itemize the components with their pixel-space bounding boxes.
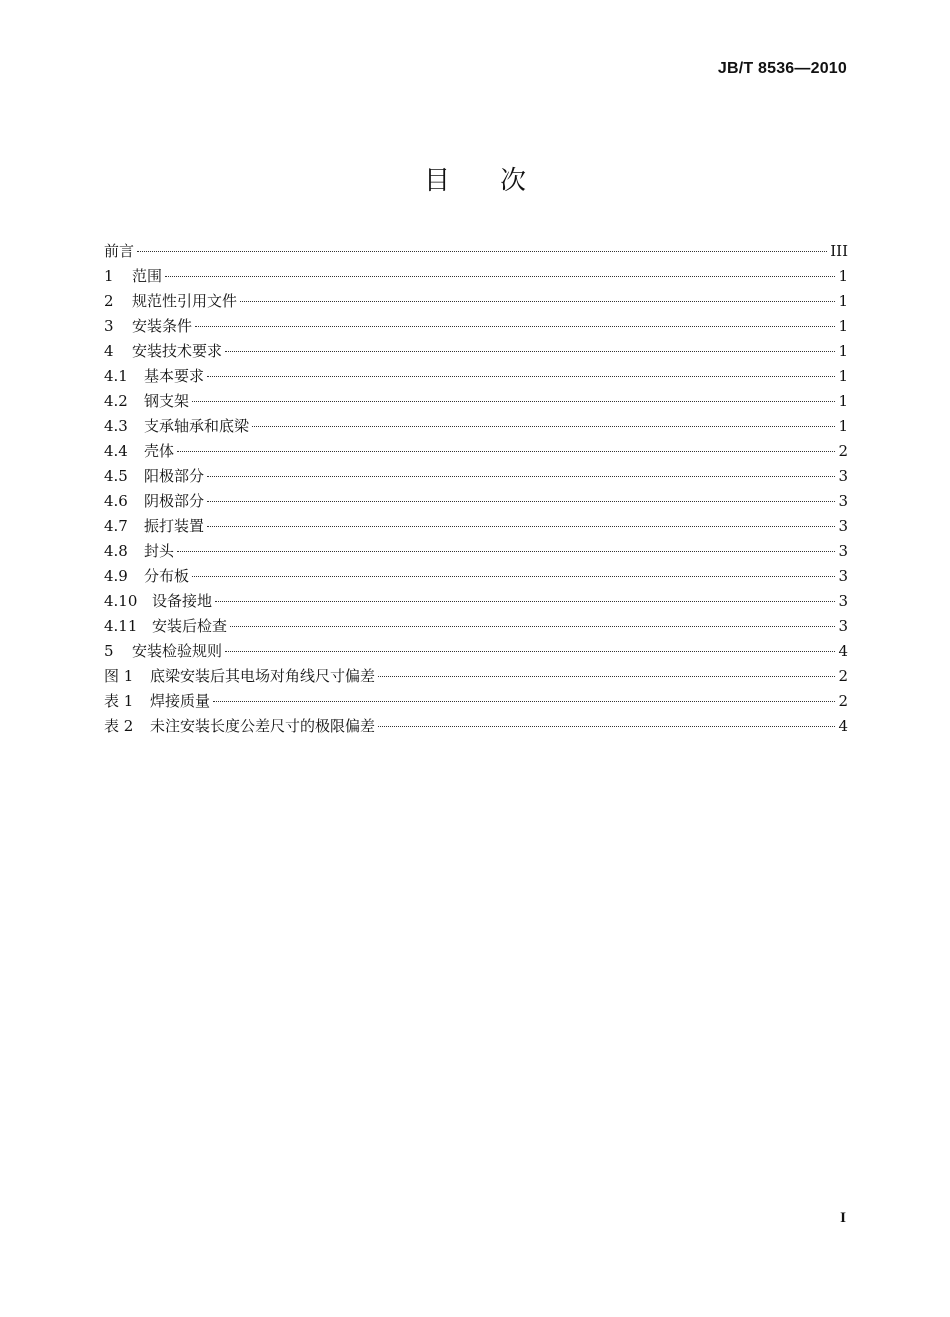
dot-leader — [230, 626, 835, 627]
toc-entry-page: 1 — [838, 292, 848, 310]
toc-entry-text: 设备接地 — [152, 592, 213, 610]
toc-entry-number: 4.2 — [104, 392, 128, 410]
toc-entry-text: 安装技术要求 — [132, 342, 223, 360]
toc-title — [0, 160, 950, 197]
toc-entry-number: 1 — [104, 267, 114, 285]
toc-entry-number: 图 1 — [104, 667, 134, 685]
dot-leader — [165, 276, 835, 277]
dot-leader — [192, 576, 835, 577]
dot-leader — [225, 651, 835, 652]
toc-entry-table-1[interactable] — [104, 689, 848, 714]
toc-entry-4-6[interactable] — [104, 489, 848, 514]
toc-entry-number: 4.9 — [104, 567, 128, 585]
standard-code: JB/T 8536—2010 — [717, 60, 847, 77]
toc-entry-page: 1 — [838, 417, 848, 435]
toc-entry-4-7[interactable] — [104, 514, 848, 539]
toc-entry-page: 3 — [838, 467, 848, 485]
toc-entry-text: 封头 — [144, 542, 175, 560]
toc-entry-text: 安装条件 — [132, 317, 193, 335]
toc-entry-4-1[interactable] — [104, 364, 848, 389]
toc-entry-text: 范围 — [132, 267, 163, 285]
dot-leader — [207, 376, 835, 377]
toc-entry-4-11[interactable] — [104, 614, 848, 639]
toc-entry-number: 4.4 — [104, 442, 128, 460]
toc-entry-page: 1 — [838, 342, 848, 360]
toc-entry-page: III — [830, 242, 848, 260]
toc-title-part2: 次 — [500, 166, 527, 196]
toc-entry-text: 阴极部分 — [144, 492, 205, 510]
toc-entry-number: 4.8 — [104, 542, 128, 560]
toc-entry-4-5[interactable] — [104, 464, 848, 489]
toc-entry-page: 3 — [838, 617, 848, 635]
toc-entry-text: 基本要求 — [144, 367, 205, 385]
dot-leader — [378, 726, 835, 727]
toc-entry-number: 2 — [104, 292, 114, 310]
toc-entry-page: 1 — [838, 367, 848, 385]
toc-entry-text: 焊接质量 — [150, 692, 211, 710]
toc-entry-text: 阳极部分 — [144, 467, 205, 485]
toc-entry-number: 3 — [104, 317, 114, 335]
toc-entry-number: 4.5 — [104, 467, 128, 485]
toc-entry-page: 3 — [838, 542, 848, 560]
toc-entry-4-8[interactable] — [104, 539, 848, 564]
toc-entry-5[interactable] — [104, 639, 848, 664]
toc-entry-text: 安装后检查 — [152, 617, 228, 635]
dot-leader — [213, 701, 835, 702]
toc-entry-text: 前言 — [104, 242, 135, 260]
toc-entry-text: 安装检验规则 — [132, 642, 223, 660]
dot-leader — [137, 251, 827, 252]
toc-entry-text: 支承轴承和底梁 — [144, 417, 250, 435]
toc-entry-page: 3 — [838, 517, 848, 535]
toc-entry-preface[interactable] — [104, 239, 848, 264]
toc-entry-page: 3 — [838, 567, 848, 585]
toc-entry-number: 5 — [104, 642, 114, 660]
toc-entry-text: 底梁安装后其电场对角线尺寸偏差 — [150, 667, 376, 685]
toc-entry-page: 2 — [838, 692, 848, 710]
toc-entry-text: 钢支架 — [144, 392, 190, 410]
dot-leader — [207, 476, 835, 477]
toc-entry-number: 表 2 — [104, 717, 134, 735]
dot-leader — [225, 351, 835, 352]
toc-entry-number: 4.3 — [104, 417, 128, 435]
toc-entry-number: 4.6 — [104, 492, 128, 510]
toc-entry-page: 2 — [838, 442, 848, 460]
dot-leader — [192, 401, 835, 402]
toc-entry-number: 4 — [104, 342, 114, 360]
toc-entry-text: 振打装置 — [144, 517, 205, 535]
toc-entry-page: 2 — [838, 667, 848, 685]
toc-entry-number: 4.7 — [104, 517, 128, 535]
toc-title-part1: 目 — [423, 166, 450, 196]
dot-leader — [177, 551, 835, 552]
page-number: I — [840, 1210, 846, 1226]
toc-entry-number: 4.11 — [104, 617, 138, 635]
toc-entry-page: 3 — [838, 592, 848, 610]
table-of-contents — [104, 239, 848, 739]
toc-entry-page: 1 — [838, 267, 848, 285]
toc-entry-4-3[interactable] — [104, 414, 848, 439]
toc-entry-table-2[interactable] — [104, 714, 848, 739]
toc-entry-number: 4.10 — [104, 592, 138, 610]
toc-entry-4-2[interactable] — [104, 389, 848, 414]
toc-entry-figure-1[interactable] — [104, 664, 848, 689]
toc-entry-text: 未注安装长度公差尺寸的极限偏差 — [150, 717, 376, 735]
dot-leader — [252, 426, 835, 427]
toc-entry-text: 规范性引用文件 — [132, 292, 238, 310]
toc-entry-number: 表 1 — [104, 692, 134, 710]
toc-entry-4-9[interactable] — [104, 564, 848, 589]
toc-entry-4[interactable] — [104, 339, 848, 364]
dot-leader — [378, 676, 835, 677]
toc-entry-page: 1 — [838, 317, 848, 335]
toc-entry-1[interactable] — [104, 264, 848, 289]
dot-leader — [177, 451, 835, 452]
toc-entry-page: 1 — [838, 392, 848, 410]
toc-entry-4-10[interactable] — [104, 589, 848, 614]
toc-entry-text: 壳体 — [144, 442, 175, 460]
toc-entry-number: 4.1 — [104, 367, 128, 385]
dot-leader — [195, 326, 835, 327]
dot-leader — [240, 301, 835, 302]
toc-entry-text: 分布板 — [144, 567, 190, 585]
toc-entry-2[interactable] — [104, 289, 848, 314]
toc-entry-page: 4 — [838, 717, 848, 735]
dot-leader — [215, 601, 835, 602]
dot-leader — [207, 501, 835, 502]
toc-entry-3[interactable] — [104, 314, 848, 339]
dot-leader — [207, 526, 835, 527]
toc-entry-page: 4 — [838, 642, 848, 660]
toc-entry-4-4[interactable] — [104, 439, 848, 464]
toc-entry-page: 3 — [838, 492, 848, 510]
